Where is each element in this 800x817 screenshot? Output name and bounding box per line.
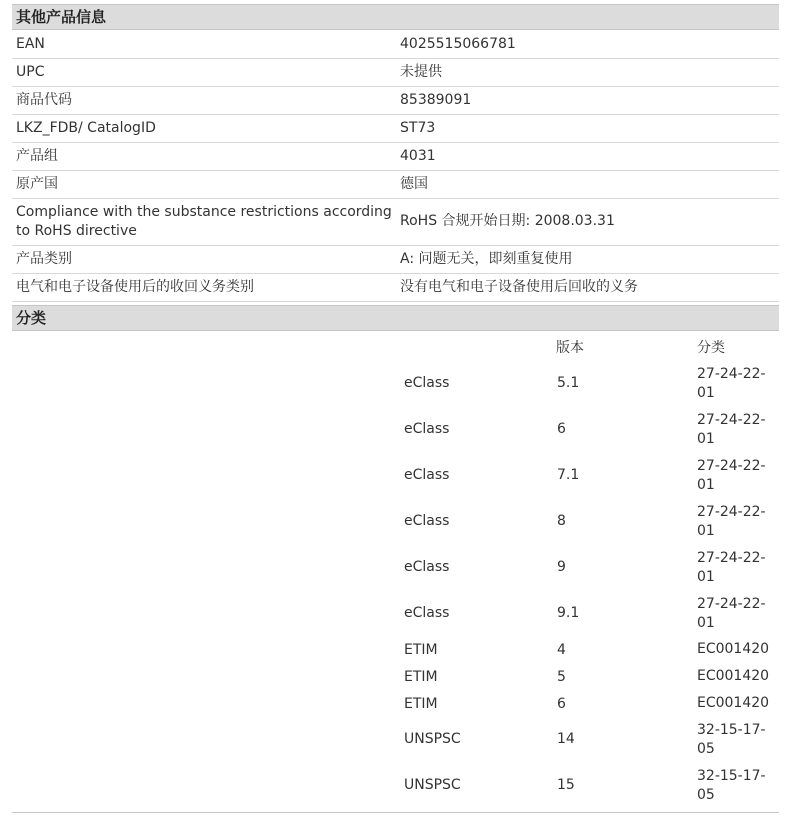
classification-version: 9: [557, 559, 566, 575]
info-row: [12, 171, 779, 199]
classification-system: eClass: [404, 421, 450, 437]
classification-version: 5.1: [557, 375, 580, 391]
classification-version: 4: [557, 642, 566, 658]
info-row: [12, 246, 779, 274]
classification-code: 27-24-22-01: [697, 458, 766, 493]
info-row: [12, 59, 779, 87]
info-row-value: A: 问题无关，即刻重复使用: [400, 251, 573, 267]
info-row-value: ST73: [400, 120, 436, 136]
info-row-value: 未提供: [400, 64, 442, 80]
classification-system: eClass: [404, 559, 450, 575]
classification-system: eClass: [404, 375, 450, 391]
other-product-info-header: [12, 4, 779, 30]
classification-version: 14: [557, 731, 575, 747]
classification-version: 9.1: [557, 605, 580, 621]
classification-system: ETIM: [404, 696, 438, 712]
info-row-value: 4025515066781: [400, 36, 516, 52]
info-row-label: 电气和电子设备使用后的收回义务类别: [16, 279, 254, 295]
info-row-label: 产品类别: [16, 251, 72, 267]
classification-code: 27-24-22-01: [697, 366, 766, 401]
class-column-header: 分类: [697, 340, 725, 356]
info-row-value: 85389091: [400, 92, 472, 108]
classification-title: 分类: [16, 309, 47, 327]
other-product-info-title: 其他产品信息: [16, 8, 107, 26]
classification-code: 27-24-22-01: [697, 596, 766, 631]
info-row-label: Compliance with the substance restrictions according to RoHS directive: [16, 204, 392, 239]
classification-system: ETIM: [404, 669, 438, 685]
info-row-label: 产品组: [16, 148, 58, 164]
classification-version: 7.1: [557, 467, 580, 483]
classification-code: 27-24-22-01: [697, 412, 766, 447]
info-row: [12, 199, 779, 246]
classification-system: eClass: [404, 513, 450, 529]
table-bottom-rule: [12, 812, 779, 813]
info-row: [12, 115, 779, 143]
info-row-label: 原产国: [16, 176, 58, 192]
info-row-label: UPC: [16, 64, 45, 80]
classification-version: 5: [557, 669, 566, 685]
info-row-value: 德国: [400, 176, 428, 192]
info-row: [12, 87, 779, 115]
classification-code: EC001420: [697, 668, 770, 684]
classification-code: 27-24-22-01: [697, 550, 766, 585]
classification-code: EC001420: [697, 695, 770, 711]
classification-code: 27-24-22-01: [697, 504, 766, 539]
classification-version: 6: [557, 421, 566, 437]
info-row: [12, 31, 779, 59]
info-row: [12, 274, 779, 302]
classification-version: 6: [557, 696, 566, 712]
classification-system: eClass: [404, 605, 450, 621]
info-row-value: 没有电气和电子设备使用后回收的义务: [400, 279, 638, 295]
classification-system: eClass: [404, 467, 450, 483]
info-row-value: RoHS 合规开始日期: 2008.03.31: [400, 213, 615, 229]
classification-system: UNSPSC: [404, 777, 461, 793]
classification-system: ETIM: [404, 642, 438, 658]
version-column-header: 版本: [556, 340, 584, 356]
info-row: [12, 143, 779, 171]
classification-system: UNSPSC: [404, 731, 461, 747]
info-row-label: 商品代码: [16, 92, 72, 108]
classification-header: [12, 305, 779, 331]
classification-code: 32-15-17-05: [697, 722, 766, 757]
info-row-label: LKZ_FDB/ CatalogID: [16, 120, 156, 136]
classification-version: 8: [557, 513, 566, 529]
classification-version: 15: [557, 777, 575, 793]
classification-code: EC001420: [697, 641, 770, 657]
info-row-label: EAN: [16, 36, 45, 52]
classification-code: 32-15-17-05: [697, 768, 766, 803]
info-row-value: 4031: [400, 148, 436, 164]
